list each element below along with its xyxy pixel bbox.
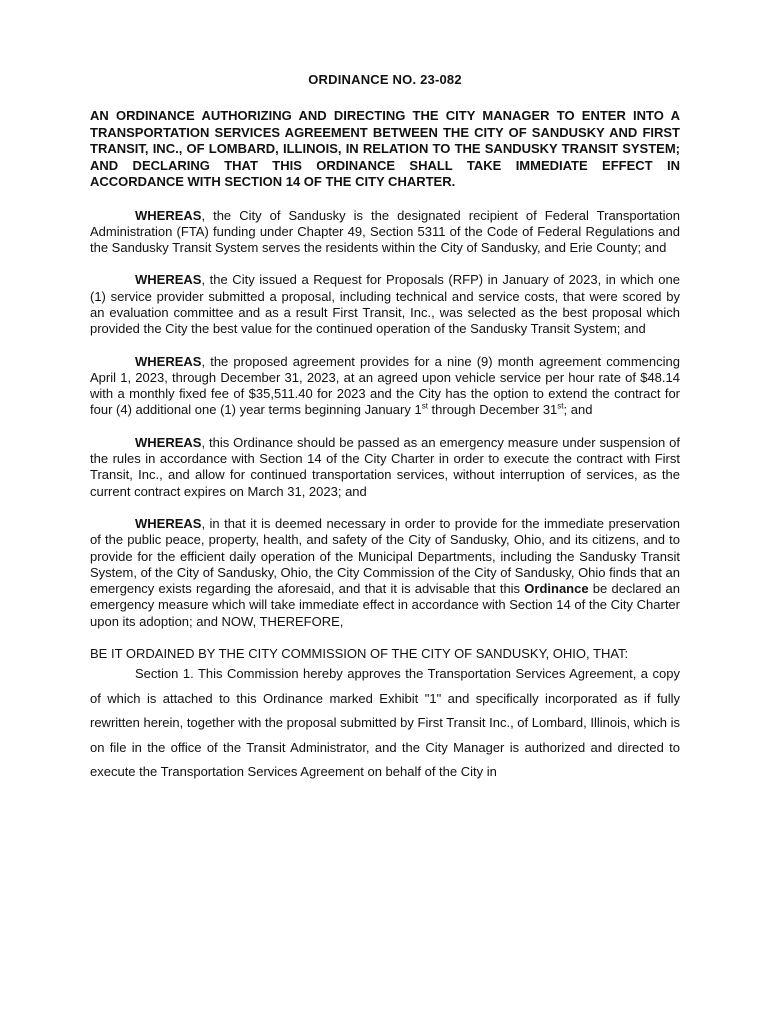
ordinal-suffix: st	[557, 402, 564, 412]
ordinance-number: ORDINANCE NO. 23-082	[308, 72, 462, 87]
whereas-paragraph-5	[90, 516, 680, 630]
ordained-clause: BE IT ORDAINED BY THE CITY COMMISSION OF THE CITY OF SANDUSKY, OHIO, THAT:	[90, 646, 629, 662]
whereas-text-4: , this Ordinance should be passed as an emergency measure under suspension of the rules in accordance with Section 14 of the City Charter in order to execute the contract with First Transit, Inc., and allow for continued transportation services, without interruption of services, as the current contract expires on March 31, 2023; and	[90, 434, 680, 499]
whereas-text-2: , the City issued a Request for Proposals (RFP) in January of 2023, in which one (1) service provider submitted a proposal, including technical and service costs, that were scored by an evaluation committee and as a result First Transit, Inc., was selected as the best proposal which provided the City the best value for the continued operation of the Sandusky Transit System; and	[90, 272, 680, 337]
ordinance-title: AN ORDINANCE AUTHORIZING AND DIRECTING THE CITY MANAGER TO ENTER INTO A TRANSPORTATION SERVICES AGREEMENT BETWEEN THE CITY OF SANDUSKY AND FIRST TRANSIT, INC., OF LOMBARD, ILLINOIS, IN RELATION TO THE SANDUSKY TRANSIT SYSTEM; AND DECLARING THAT THIS ORDINANCE SHALL TAKE IMMEDIATE EFFECT IN ACCORDANCE WITH SECTION 14 OF THE CITY CHARTER.	[90, 108, 680, 189]
whereas-label: WHEREAS	[135, 353, 202, 369]
whereas-paragraph-1	[90, 208, 680, 257]
whereas-label: WHEREAS	[135, 207, 202, 223]
ordinal-suffix: st	[421, 402, 428, 412]
whereas-text-5b: be declared an emergency measure which will take immediate effect in accordance with Section 14 of the City Charter upon its adoption; and NOW, THEREFORE,	[90, 581, 681, 629]
whereas-text-5a: , in that it is deemed necessary in order to provide for the immediate preservation of the public peace, property, health, and safety of the City of Sandusky, Ohio, and its citizens, and to provide for the efficient daily operation of the Municipal Departments, including the Sandusky Transit System, of the City of Sandusky, Ohio, the City Commission of the City of Sandusky, Ohio finds that an emergency exists regarding the aforesaid, and that it is advisable that this	[90, 515, 680, 597]
whereas-label: WHEREAS	[135, 434, 202, 450]
section-1-label: Section 1.	[135, 666, 194, 682]
whereas-text-3c: ; and	[563, 402, 593, 418]
whereas-text-1: , the City of Sandusky is the designated recipient of Federal Transportation Administration (FTA) funding under Chapter 49, Section 5311 of the Code of Federal Regulations and the Sandusky Transit System serves the residents within the City of Sandusky, and Erie County; and	[90, 207, 680, 256]
whereas-paragraph-2	[90, 272, 680, 337]
section-1-paragraph	[90, 662, 680, 785]
section-1-text: This Commission hereby approves the Transportation Services Agreement, a copy of which is attached to this Ordinance marked Exhibit "1" and specifically incorporated as if fully rewritten herein, together with the proposal submitted by First Transit Inc., of Lombard, Illinois, which is on file in the office of the Transit Administrator, and the City Manager is authorized and directed to execute the Transportation Services Agreement on behalf of the City in	[90, 666, 680, 780]
whereas-label: WHEREAS	[135, 515, 202, 531]
whereas-paragraph-3	[90, 354, 680, 419]
ordinance-bold-word: Ordinance	[524, 581, 589, 597]
whereas-text-3a: , the proposed agreement provides for a nine (9) month agreement commencing April 1, 2023, through December 31, 2023, at an agreed upon vehicle service per hour rate of $48.14 with a monthly fixed fee of $35,511.40 for 2023 and the City has the option to extend the contract for four (4) additional one (1) year terms beginning January 1	[90, 353, 680, 418]
whereas-paragraph-4	[90, 435, 680, 500]
whereas-label: WHEREAS	[135, 272, 202, 288]
whereas-text-3b: through December 31	[427, 402, 558, 418]
